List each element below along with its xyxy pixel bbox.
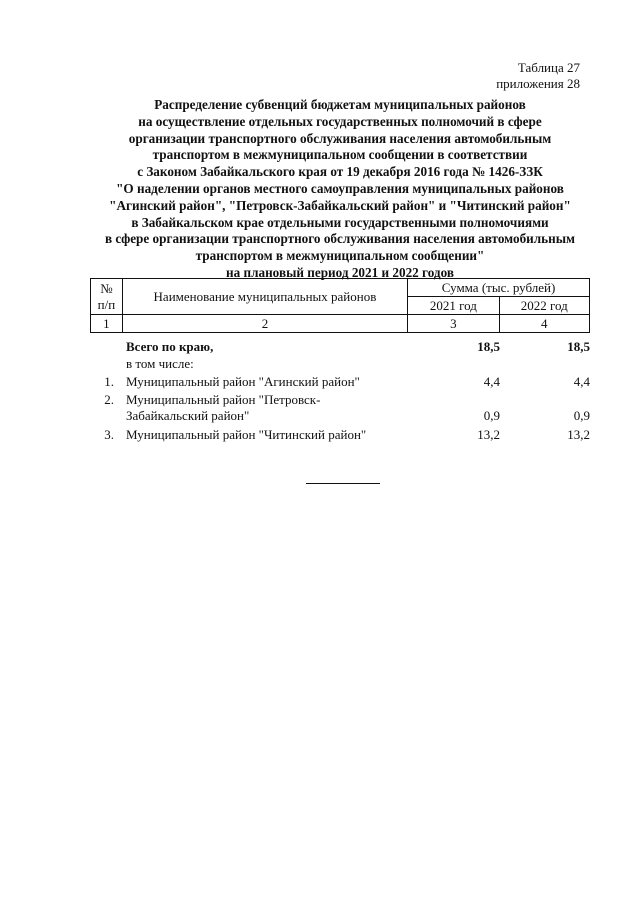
- total-2021: 18,5: [477, 339, 500, 354]
- row-number: 3.: [104, 426, 114, 442]
- header-num-cell: [91, 279, 123, 315]
- header-year-2021: 2021 год: [408, 297, 499, 315]
- title-line: организации транспортного обслуживания населения автомобильным: [128, 130, 552, 146]
- col-number-3: 3: [408, 315, 499, 333]
- title-line: в сфере организации транспортного обслуживания населения автомобильным: [104, 231, 576, 247]
- row-value-2022: 13,2: [567, 426, 590, 442]
- header-name-cell: Наименование муниципальных районов: [122, 279, 407, 315]
- including-label: в том числе:: [126, 355, 194, 371]
- title-line: в Забайкальском крае отдельными государственными полномочиями: [131, 214, 549, 230]
- title-line: на осуществление отдельных государственных полномочий в сфере: [138, 113, 542, 129]
- title-line: "О наделении органов местного самоуправления муниципальных районов: [116, 180, 564, 196]
- row-value-2022: 4,4: [573, 374, 590, 389]
- title-line: с Законом Забайкальского края от 19 декабря 2016 года № 1426-ЗЗК: [137, 164, 543, 180]
- title-line: Распределение субвенций бюджетам муниципальных районов: [154, 97, 526, 112]
- end-rule: [306, 483, 380, 484]
- table-reference: [496, 60, 580, 92]
- table-header: [90, 278, 590, 333]
- header-sum-cell: Сумма (тыс. рублей): [408, 279, 590, 297]
- header-year-2022: 2022 год: [499, 297, 589, 315]
- title-line: "Агинский район", "Петровск-Забайкальский район" и "Читинский район": [109, 197, 571, 213]
- row-value-2022: 0,9: [573, 408, 590, 423]
- including-row: [90, 356, 590, 373]
- total-label: Всего по краю,: [126, 339, 214, 354]
- total-2022: 18,5: [567, 339, 590, 354]
- table-row: [90, 374, 590, 391]
- header-num-line1: №: [100, 280, 113, 296]
- row-value-2021: 13,2: [477, 426, 500, 442]
- col-number-4: 4: [499, 315, 589, 333]
- header-num-line2: п/п: [97, 296, 116, 312]
- reference-line-1: Таблица 27: [517, 60, 580, 75]
- row-name: [126, 392, 396, 425]
- row-value-2021: 4,4: [483, 374, 500, 389]
- row-name: Муниципальный район "Читинский район": [126, 426, 367, 442]
- col-number-1: 1: [91, 315, 123, 333]
- table-row: [90, 427, 590, 444]
- col-number-2: 2: [122, 315, 407, 333]
- row-name-line1: Муниципальный район "Петровск-: [126, 391, 321, 407]
- row-name-line2: Забайкальский район": [126, 408, 250, 423]
- row-value-2021: 0,9: [483, 408, 500, 423]
- reference-line-2: приложения 28: [496, 76, 580, 91]
- table-body: [90, 339, 590, 443]
- row-name: Муниципальный район "Агинский район": [126, 374, 360, 389]
- row-number: 1.: [104, 374, 114, 389]
- total-row: [90, 339, 590, 356]
- title-line: на плановый период 2021 и 2022 годов: [226, 264, 454, 280]
- table-row: [90, 392, 590, 425]
- document-title: [70, 97, 610, 282]
- row-number: 2.: [104, 391, 114, 407]
- title-line: транспортом в межмуниципальном сообщении": [195, 248, 485, 264]
- title-line: транспортом в межмуниципальном сообщении в соответствии: [152, 147, 528, 163]
